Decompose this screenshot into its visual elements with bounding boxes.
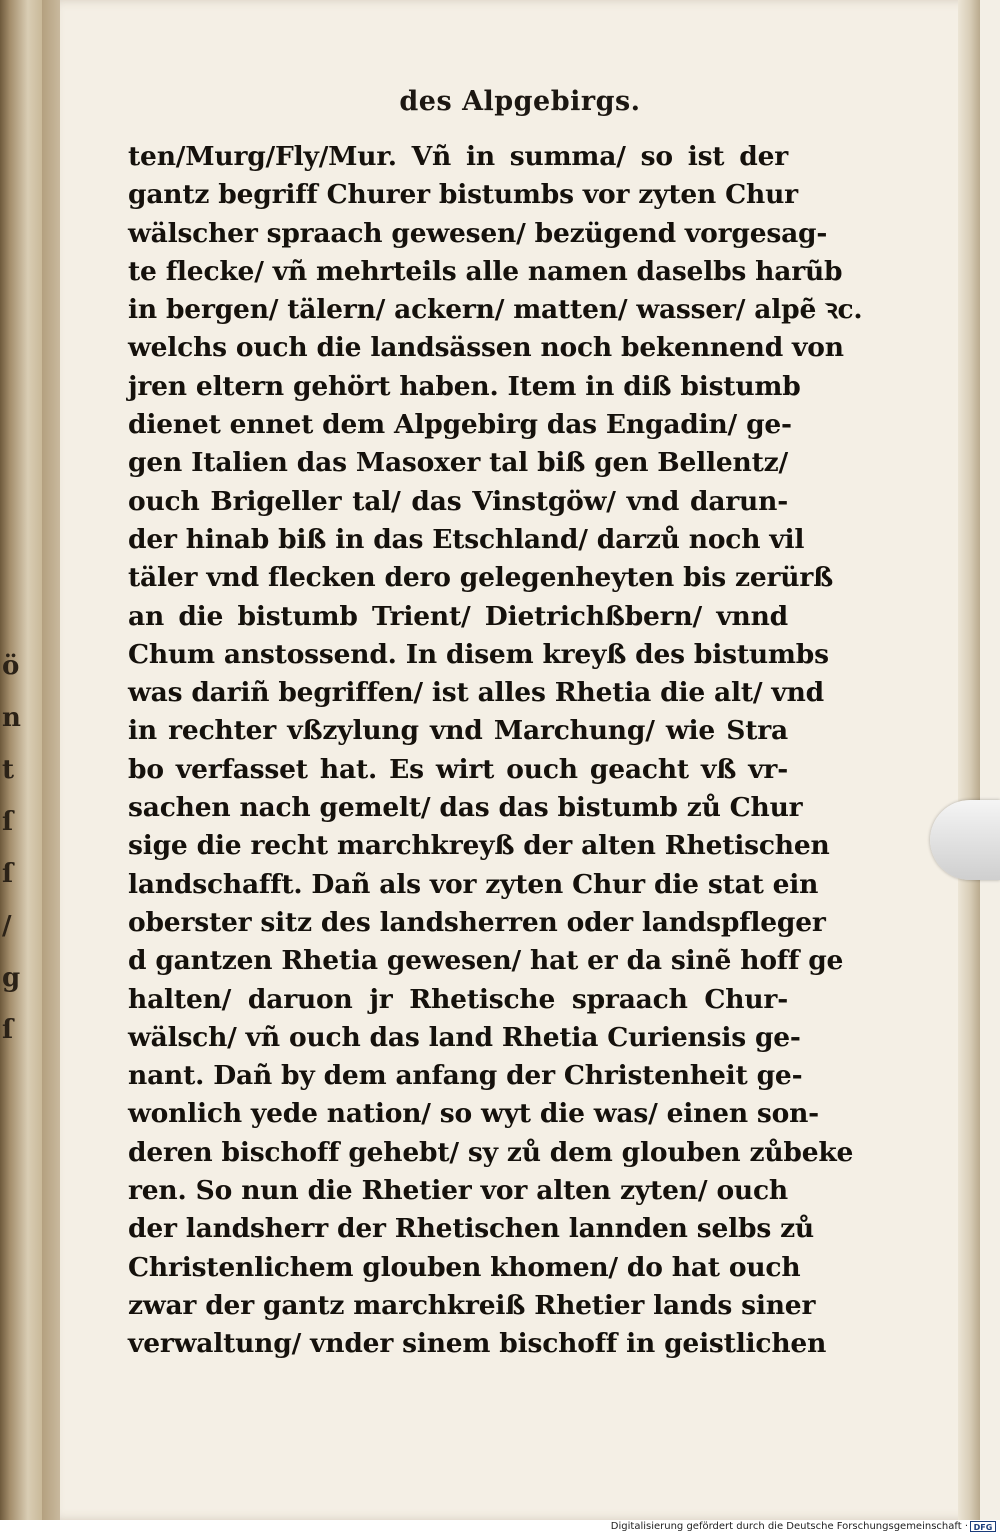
text-line: ren. So nun die Rhetier vor alten zyten/ ouch [128,1175,788,1207]
facing-fragment: t [2,755,15,785]
page-edge [958,0,980,1520]
text-line: in bergen/ tälern/ ackern/ matten/ wasser/ alpẽ ꝛc. [128,294,863,326]
text-line: deren bischoff gehebt/ sy zů dem glouben zůbeke [128,1136,854,1168]
text-line: täler vnd flecken dero gelegenheyten bis zerürß [128,562,834,594]
text-line: jren eltern gehört haben. Item in diß bistumb [128,370,801,402]
text-line: verwaltung/ vnder sinem bischoff in geistlichen [128,1328,827,1360]
text-line: zwar der gantz marchkreiß Rhetier lands siner [128,1289,816,1321]
text-line: te flecke/ vñ mehrteils alle namen daselbs harũb [128,255,843,287]
text-line: welchs ouch die landsässen noch bekennend von [128,332,844,364]
text-line: nant. Dañ by dem anfang der Christenheit ge- [128,1060,803,1092]
facing-fragment: / [2,911,12,941]
text-line: sige die recht marchkreyß der alten Rhetischen [128,830,830,862]
running-head: des Alpgebirgs. [399,86,641,117]
facing-fragment: ſ [2,859,14,889]
facing-page-text [2,640,22,1056]
facing-page-sliver [0,0,42,1520]
facing-fragment: n [2,703,21,733]
dfg-logo: DFG [970,1521,996,1532]
text-line: wälsch/ vñ ouch das land Rhetia Curiensis ge- [128,1021,801,1053]
facing-fragment: ſ [2,1015,14,1045]
text-line: gen Italien das Masoxer tal biß gen Bellentz/ [128,447,788,479]
text-line: Christenlichem glouben khomen/ do hat ouch [128,1251,801,1283]
text-line: in rechter vßzylung vnd Marchung/ wie Stra [128,715,788,747]
text-line: der landsherr der Rhetischen lannden selbs zů [128,1213,815,1245]
funding-credit: Digitalisierung gefördert durch die Deutsche Forschungsgemeinschaft · [610,1521,968,1532]
text-line: Chum anstossend. In disem kreyß des bistumbs [128,638,829,670]
text-line: wälscher spraach gewesen/ bezügend vorgesag- [128,217,828,249]
text-line: gantz begriff Churer bistumbs vor zyten Chur [128,179,798,211]
facing-fragment: ö [2,651,20,681]
text-line: ten/Murg/Fly/Mur. Vñ in summa/ so ist der [128,141,788,172]
text-line: dienet ennet dem Alpgebirg das Engadin/ ge- [128,409,792,441]
text-line: landschafft. Dañ als vor zyten Chur die stat ein [128,868,819,900]
page-clip [930,800,1000,880]
text-line: sachen nach gemelt/ das das bistumb zů Chur [128,792,803,824]
text-line: der hinab biß in das Etschland/ darzů noch vil [128,523,805,555]
facing-fragment: g [2,963,21,993]
facing-fragment: ſ [2,807,14,837]
text-line: was dariñ begriffen/ ist alles Rhetia die alt/ vnd [128,677,825,709]
text-line: bo verfasset hat. Es wirt ouch geacht vß vr- [128,753,788,785]
text-line: halten/ daruon jr Rhetische spraach Chur- [128,983,788,1015]
text-line: wonlich yede nation/ so wyt die was/ einen son- [128,1098,819,1130]
text-line: ouch Brigeller tal/ das Vinstgöw/ vnd darun- [128,485,788,517]
text-line: oberster sitz des landsherren oder landspfleger [128,906,826,938]
text-line: d gantzen Rhetia gewesen/ hat er da sinẽ hoff ge [128,945,844,977]
body-text [128,138,863,1364]
text-line: an die bistumb Trient/ Dietrichßbern/ vnnd [128,600,788,632]
